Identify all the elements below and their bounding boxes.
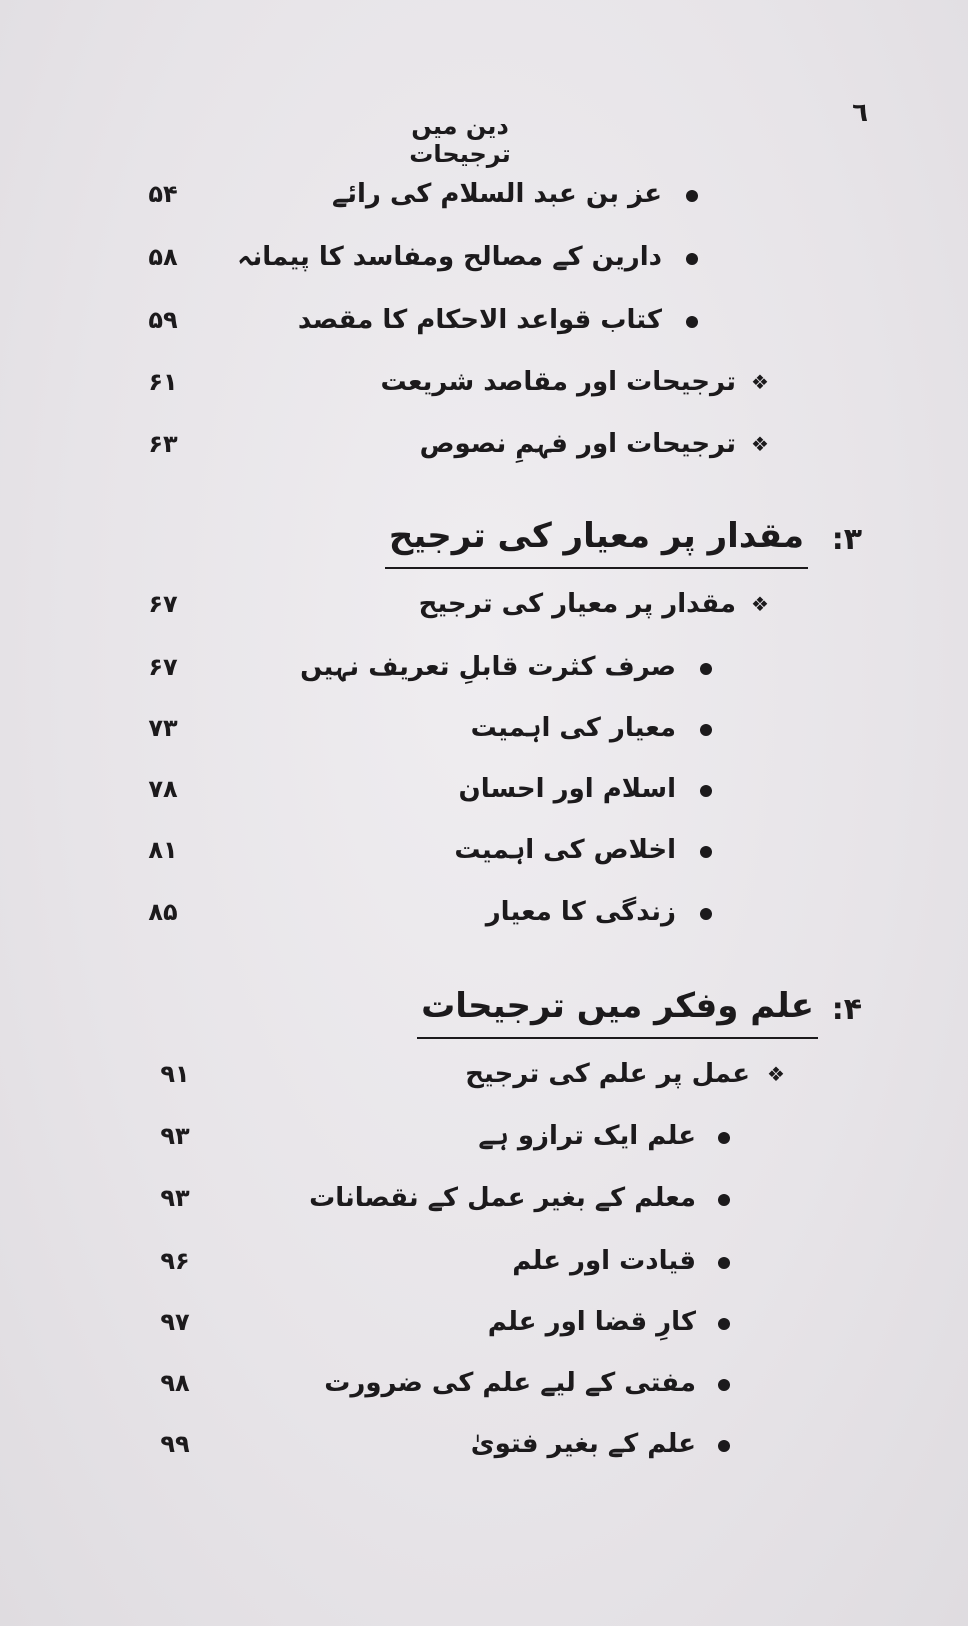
- diamond-icon: ❖: [767, 1062, 785, 1086]
- toc-entry-title: دارین کے مصالح ومفاسد کا پیمانہ: [237, 242, 662, 272]
- toc-entry: [0, 296, 968, 344]
- toc-entry-title: مقدار پر معیار کی ترجیح: [418, 589, 736, 619]
- chapter-heading: [0, 505, 968, 575]
- toc-entry: [0, 704, 968, 752]
- bullet-icon: [680, 170, 704, 218]
- toc-entry-page: ۹۱: [160, 1060, 190, 1088]
- toc-entry-title: عز بن عبد السلام کی رائے: [332, 179, 662, 209]
- toc-entry-page: ۶۳: [148, 430, 178, 458]
- toc-entry-title: اخلاص کی اہمیت: [454, 835, 676, 865]
- toc-entry-page: ۹۳: [160, 1122, 190, 1150]
- toc-entry-page: ۵۴: [148, 180, 178, 208]
- toc-entry-page: ۶۱: [148, 368, 178, 396]
- toc-entry-title: مفتی کے لیے علم کی ضرورت: [324, 1368, 696, 1398]
- bullet-icon: [694, 704, 718, 752]
- toc-entry: [0, 233, 968, 281]
- toc-entry-page: ۸۱: [148, 836, 178, 864]
- page-number: ٦: [852, 98, 868, 128]
- toc-entry: [0, 1298, 968, 1346]
- chapter-title: مقدار پر معیار کی ترجیح: [385, 505, 808, 569]
- toc-entry-title: علم کے بغیر فتویٰ: [470, 1429, 696, 1459]
- diamond-icon: ❖: [751, 592, 769, 616]
- toc-entry-title: کتاب قواعد الاحکام کا مقصد: [297, 305, 662, 335]
- toc-entry-page: ۷۳: [148, 714, 178, 742]
- toc-entry: [0, 1359, 968, 1407]
- diamond-icon: ❖: [751, 432, 769, 456]
- toc-entry-title: ترجیحات اور فہمِ نصوص: [419, 429, 736, 459]
- toc-entry: [0, 358, 968, 406]
- toc-entry-title: معلم کے بغیر عمل کے نقصانات: [309, 1183, 696, 1213]
- toc-entry-page: ۹۳: [160, 1184, 190, 1212]
- bullet-icon: [712, 1174, 736, 1222]
- toc-entry-page: ۹۷: [160, 1308, 190, 1336]
- toc-entry-page: ۸۵: [148, 898, 178, 926]
- toc-entry-title: علم ایک ترازو ہے: [478, 1121, 696, 1151]
- toc-entry-title: قیادت اور علم: [512, 1246, 696, 1276]
- bullet-icon: [694, 765, 718, 813]
- toc-entry: [0, 1420, 968, 1468]
- bullet-icon: [694, 888, 718, 936]
- diamond-icon: ❖: [751, 370, 769, 394]
- toc-entry: [0, 1112, 968, 1160]
- toc-entry-title: معیار کی اہمیت: [470, 713, 676, 743]
- bullet-icon: [712, 1298, 736, 1346]
- toc-entry-page: ۶۷: [148, 653, 178, 681]
- toc-entry-page: ۵۹: [148, 306, 178, 334]
- toc-entry-page: ۷۸: [148, 775, 178, 803]
- toc-entry-title: کارِ قضا اور علم: [487, 1307, 696, 1337]
- toc-entry: [0, 765, 968, 813]
- toc-entry: [0, 170, 968, 218]
- toc-entry: [0, 888, 968, 936]
- bullet-icon: [694, 826, 718, 874]
- chapter-number: ۴:: [831, 992, 862, 1027]
- toc-entry-page: ۵۸: [148, 243, 178, 271]
- bullet-icon: [680, 233, 704, 281]
- toc-entry: [0, 420, 968, 468]
- bullet-icon: [712, 1112, 736, 1160]
- chapter-title: علم وفکر میں ترجیحات: [417, 975, 818, 1039]
- toc-entry: [0, 1050, 968, 1098]
- toc-entry: [0, 826, 968, 874]
- toc-entry-title: ترجیحات اور مقاصد شریعت: [380, 367, 736, 397]
- bullet-icon: [694, 643, 718, 691]
- toc-entry-title: صرف کثرت قابلِ تعریف نہیں: [300, 652, 676, 682]
- toc-entry: [0, 1237, 968, 1285]
- toc-entry-title: اسلام اور احسان: [458, 774, 676, 804]
- bullet-icon: [680, 296, 704, 344]
- toc-entry-title: زندگی کا معیار: [485, 897, 676, 927]
- toc-entry-page: ۶۷: [148, 590, 178, 618]
- toc-entry-page: ۹۹: [160, 1430, 190, 1458]
- toc-entry: [0, 1174, 968, 1222]
- bullet-icon: [712, 1420, 736, 1468]
- toc-entry: [0, 580, 968, 628]
- chapter-number: ۳:: [831, 522, 862, 557]
- running-title: دین میں ترجیحات: [409, 112, 511, 168]
- toc-entry-page: ۹۸: [160, 1369, 190, 1397]
- bullet-icon: [712, 1359, 736, 1407]
- toc-entry: [0, 643, 968, 691]
- bullet-icon: [712, 1237, 736, 1285]
- chapter-heading: [0, 975, 968, 1045]
- toc-entry-page: ۹۶: [160, 1247, 190, 1275]
- toc-entry-title: عمل پر علم کی ترجیح: [465, 1059, 750, 1089]
